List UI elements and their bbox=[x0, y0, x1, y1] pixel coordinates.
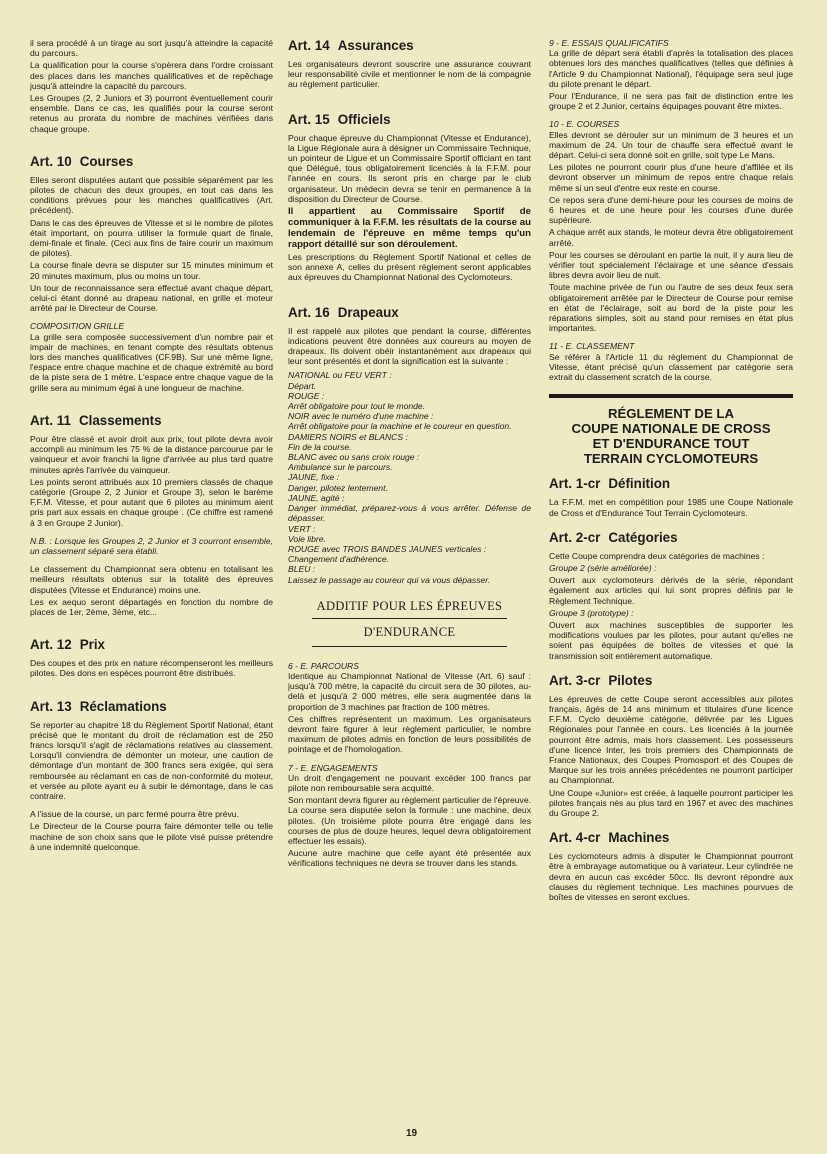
flag-item: Danger, pilotez lentement. bbox=[288, 482, 388, 493]
article-number: Art. 1-cr bbox=[549, 476, 601, 492]
paragraph: Des coupes et des prix en nature récompenseront les meilleurs pilotes. Des dons en espèces pourront être distribués. bbox=[30, 658, 273, 679]
article-title: Drapeaux bbox=[337, 304, 399, 320]
paragraph: Pour chaque épreuve du Championnat (Vitesse et Endurance), la Ligue Régionale aura à désigner un Commissaire Technique, un pointeur de Ligue et un Commissaire Sportif officiant en tant que Délégué, tous obligatoirement licenciés à la F.F.M. pour l'année en cours. Ils seront pris en charge par le club organisateur. Un médecin devra se tenir en permanence à la disposition du Directeur de Course. bbox=[288, 132, 531, 204]
flag-item: JAUNE, fixe : bbox=[288, 472, 340, 483]
paragraph: Les Groupes (2, 2 Juniors et 3) pourront éventuellement courir ensemble. Dans ce cas, les qualifiés pour la course seront retenus au prorata du nombre de machines vérifiées dans chaque groupe. bbox=[30, 93, 273, 134]
paragraph: Toute machine privée de l'un ou l'autre de ses deux feux sera obligatoirement arrêtée par le Directeur de Course pour remise en état de l'éclairage, soit au bord de la piste pour les réparations simples, soit au stand pour remises en état plus importantes. bbox=[549, 282, 793, 334]
regulation-title-line: TERRAIN CYCLOMOTEURS bbox=[583, 451, 759, 467]
paragraph: Les prescriptions du Règlement Sportif National et celles de son annexe A, celles du présent règlement seront applicables aux épreuves du Championnat National des Cyclomoteurs. bbox=[288, 252, 531, 283]
flag-item: BLANC avec ou sans croix rouge : bbox=[288, 452, 420, 463]
regulation-title-line: RÉGLEMENT DE LA bbox=[607, 406, 734, 422]
paragraph: Les pilotes ne pourront courir plus d'une heure d'affilée et ils devront observer un minimum de repos entre chaque relais même si un seul d'entre eux reste en course. bbox=[549, 162, 793, 193]
flag-item: Arrêt obligatoire pour la machine et le coureur en question. bbox=[288, 421, 512, 432]
article-number: Art. 11 bbox=[30, 412, 71, 428]
article-number: Art. 13 bbox=[30, 698, 72, 714]
article-number: Art. 4-cr bbox=[549, 830, 601, 846]
paragraph: Pour les courses se déroulant en partie la nuit, il y aura lieu de vérifier tout spécialement l'éclairage et une séance d'essais libres devra avoir lieu de nuit. bbox=[549, 249, 793, 281]
article-number: Art. 2-cr bbox=[549, 529, 601, 545]
paragraph: Cette Coupe comprendra deux catégories de machines : bbox=[549, 550, 765, 561]
article-title: Courses bbox=[79, 153, 134, 169]
paragraph: Elles devront se dérouler sur un minimum de 3 heures et un maximum de 24. Un tour de chauffe sera effectué avant le départ. Celui-ci sera donné soit en grille, soit type Le Mans. bbox=[549, 129, 793, 161]
paragraph: Ce repos sera d'une demi-heure pour les courses de moins de 6 heures et de une heure pour les courses d'une durée supérieure. bbox=[549, 194, 793, 226]
article-title: Machines bbox=[608, 830, 670, 846]
paragraph: La F.F.M. met en compétition pour 1985 une Coupe Nationale de Cross et d'Endurance Tout Terrain Cyclomoteurs. bbox=[549, 497, 793, 518]
article-title: Classements bbox=[78, 412, 162, 428]
flag-item: Départ. bbox=[288, 380, 317, 391]
column-1 bbox=[30, 38, 273, 854]
article-number: Art. 16 bbox=[288, 304, 330, 320]
article-2cr-heading bbox=[549, 530, 793, 545]
paragraph: Identique au Championnat National de Vitesse (Art. 6) sauf : jusqu'à 700 mètre, la capacité du circuit sera de 30 pilotes, au-delà et jusqu'à 2 000 mètres, elle sera augmentée dans la proportion de 3 machines par fraction de 100 mètres. bbox=[288, 670, 531, 712]
flag-item: VERT : bbox=[288, 523, 316, 534]
article-title: Assurances bbox=[337, 38, 414, 53]
paragraph: Se référer à l'Article 11 du règlement du Championnat de Vitesse, étant précisé qu'un classement par catégorie sera extrait du classement scratch de la course. bbox=[549, 351, 793, 383]
paragraph: Aucune autre machine que celle ayant été présentée aux vérifications techniques ne devra se trouver dans les stands. bbox=[288, 848, 531, 869]
article-13-heading bbox=[30, 699, 273, 714]
paragraph: La course finale devra se disputer sur 15 minutes minimum et 20 minutes maximum, plus ou moins un tour. bbox=[30, 260, 273, 281]
article-15-heading bbox=[288, 112, 531, 127]
paragraph: Les cyclomoteurs admis à disputer le Championnat pourront être à embrayage automatique ou à variateur. Leur cylindrée ne devra en aucun cas excéder 50cc. Ils devront répondre aux clauses du règlement technique. Les machines pourvues de boîtes de vitesses en seront exclues. bbox=[549, 851, 793, 902]
article-number: Art. 10 bbox=[30, 153, 72, 169]
paragraph: Les ex aequo seront départagés en fonction du nombre de places de 1er, 2ème, 3ème, etc... bbox=[30, 596, 273, 617]
divider bbox=[312, 646, 507, 647]
paragraph: La qualification pour la course s'opèrera dans l'ordre croissant des places dans les manches qualificatives et de repêchage jusqu'à atteindre la capacité du parcours. bbox=[30, 60, 273, 91]
flag-item: Fin de la course. bbox=[288, 441, 352, 452]
column-2 bbox=[288, 38, 531, 871]
flag-item: JAUNE, agité : bbox=[288, 492, 345, 503]
paragraph: Les organisateurs devront souscrire une assurance couvrant leur responsabilité civile et mentionner le nom de la compagnie au règlement particulier. bbox=[288, 59, 531, 90]
article-16-heading bbox=[288, 305, 531, 320]
paragraph: A l'issue de la course, un parc fermé pourra être prévu. bbox=[30, 809, 239, 820]
article-14-heading bbox=[288, 38, 531, 53]
regulation-title-line: ET D'ENDURANCE TOUT bbox=[592, 436, 750, 452]
regulation-title-line: COUPE NATIONALE DE CROSS bbox=[571, 421, 771, 437]
article-number: Art. 15 bbox=[288, 111, 330, 127]
paragraph: Le classement du Championnat sera obtenu en totalisant les meilleurs résultats obtenus sur la totalité des épreuves disputées (Vitesse et Endurance) moins une. bbox=[30, 564, 273, 595]
paragraph: Elles seront disputées autant que possible séparément par les pilotes de chacun des deux groupes, en tout cas dans les conditions prévues pour les manches qualificatives (Art. précédent). bbox=[30, 174, 273, 216]
paragraph: La grille de départ sera établi d'après la totalisation des places obtenues lors des manches qualificatives (telles que définies à l'Article 9 du Championnat National), l'équipage sera seul juge du pilote prenant le départ. bbox=[549, 48, 793, 89]
subsection-heading: 7 - E. ENGAGEMENTS bbox=[288, 762, 378, 773]
flag-item: Arrêt obligatoire pour tout le monde. bbox=[288, 401, 426, 412]
subsection-heading: 6 - E. PARCOURS bbox=[288, 660, 359, 671]
paragraph: Son montant devra figurer au règlement particulier de l'épreuve. La course sera disputée selon la formule : une machine, deux pilotes. (Un troisième pilote pourra être engagé dans les courses de plus de douze heures, lequel devra obligatoirement effectuer les essais). bbox=[288, 795, 531, 846]
flag-item: Laissez le passage au coureur qui va vous dépasser. bbox=[288, 574, 491, 585]
regulation-title bbox=[549, 406, 793, 466]
paragraph: Une Coupe «Junior» est créée, à laquelle pourront participer les pilotes français nés au plus tard en 1967 et avec des machines du Groupe 2. bbox=[549, 787, 793, 818]
article-title: Officiels bbox=[337, 111, 391, 127]
article-3cr-heading bbox=[549, 673, 793, 688]
paragraph: Il est rappelé aux pilotes que pendant la course, différentes indications peuvent être données aux coureurs au moyen de drapeaux. Ils doivent obéir instantanément aux drapeaux qui leur sont présentés et dont la signification est la suivante : bbox=[288, 325, 531, 367]
subsection-heading: 10 - E. COURSES bbox=[549, 119, 620, 130]
bold-paragraph: Il appartient au Commissaire Sportif de communiquer à la F.F.M. les résultats de la course au lendemain de l'épreuve en même temps qu'un rapport détaillé sur son déroulement. bbox=[288, 206, 531, 251]
divider bbox=[312, 618, 507, 619]
article-number: Art. 3-cr bbox=[549, 672, 601, 688]
article-title: Prix bbox=[79, 637, 105, 653]
paragraph: Se reporter au chapitre 18 du Règlement Sportif National, étant précisé que le montant du droit de réclamation est de 250 francs lorsqu'il s'agit de réclamations relatives au classement. Lorsqu'il conviendra de démonter un moteur, une caution de démontage d'un montant de 300 francs sera exigée, qui sera remboursée au réclamant en cas de non-conformité du moteur, et versée au pilote ayant eu à subir le démontage, dans le cas contraire. bbox=[30, 719, 273, 801]
article-number: Art. 14 bbox=[288, 38, 330, 53]
additif-heading: ADDITIF POUR LES ÉPREUVES bbox=[316, 598, 503, 613]
paragraph: Les points seront attribués aux 10 premiers classés de chaque catégorie (Groupe 2, 2 Junior et Groupe 3), selon le barème F.F.M. Vitesse, et pour autant que 6 pilotes au minimum aient pris part aux essais en chaque groupe . (Ce chiffre est ramené à 3 en Groupe 2 Junior). bbox=[30, 476, 273, 528]
article-title: Définition bbox=[608, 476, 671, 492]
article-title: Catégories bbox=[608, 529, 678, 545]
paragraph: Ouvert aux machines susceptibles de supporter les modifications voulues par les pilotes, pour autant qu'elles ne soient pas équipées de boîtes de vitesses et que la transmission soit entièrement automatique. bbox=[549, 619, 793, 661]
subsection-heading: 11 - E. CLASSEMENT bbox=[549, 341, 635, 352]
flag-item: Voie libre. bbox=[288, 533, 326, 544]
article-11-heading bbox=[30, 413, 273, 428]
paragraph: Pour être classé et avoir droit aux prix, tout pilote devra avoir accompli au minimum les 75 % de la distance parcourue par le vainqueur et avoir franchi la ligne d'arrivée au plus tard quatre minutes après l'arrivée du vainqueur. bbox=[30, 433, 273, 475]
flag-item: Changement d'adhérence. bbox=[288, 554, 390, 565]
paragraph: La grille sera composée successivement d'un nombre pair et impair de machines, en tenant compte des résultats obtenus lors des manches qualificatives (CF.9B). Sur une même ligne, l'espace entre chaque machine et de chaque extrémité au bord de la piste sera de 1 mètre. L'espace entre chaque vague de la grille sera au minimum égal à une longueur de machine. bbox=[30, 331, 273, 393]
article-10-heading bbox=[30, 154, 273, 169]
subsection-heading: 9 - E. ESSAIS QUALIFICATIFS bbox=[549, 38, 669, 48]
paragraph: il sera procédé à un tirage au sort jusqu'à atteindre la capacité du parcours. bbox=[30, 38, 273, 59]
flag-item: Danger immédiat, préparez-vous à vous arrêter. Défense de dépasser. bbox=[288, 503, 531, 524]
article-title: Réclamations bbox=[79, 698, 167, 714]
article-4cr-heading bbox=[549, 830, 793, 845]
column-3 bbox=[549, 38, 793, 904]
flag-item: NATIONAL ou FEU VERT : bbox=[288, 370, 392, 381]
paragraph: A chaque arrêt aux stands, le moteur devra être obligatoirement arrêté. bbox=[549, 227, 793, 248]
paragraph: Ces chiffres représentent un maximum. Les organisateurs devront faire figurer à leur règlement particulier, le nombre maximum de pilotes admis en fonction de leurs possibilités de pointage et de l'homologation. bbox=[288, 713, 531, 755]
flag-item: Ambulance sur le parcours. bbox=[288, 462, 393, 473]
flag-item: DAMIERS NOIRS et BLANCS : bbox=[288, 431, 408, 442]
article-1cr-heading bbox=[549, 476, 793, 491]
paragraph: Un tour de reconnaissance sera effectué avant chaque départ, celui-ci étant donné au drapeau national, en grille et moteur arrêté par le Directeur de Course. bbox=[30, 282, 273, 314]
additif-subheading: D'ENDURANCE bbox=[363, 624, 456, 639]
article-12-heading bbox=[30, 637, 273, 652]
group-label: Groupe 3 (prototype) : bbox=[549, 607, 634, 618]
flag-item: NOIR avec le numéro d'une machine : bbox=[288, 411, 434, 422]
paragraph: Les épreuves de cette Coupe seront accessibles aux pilotes français, âgés de 14 ans minimum et titulaires d'une licence F.F.M. Cyclo deuxième catégorie, délivrée par les Ligues Régionales pour l'année en cours. Les licenciés à la journée pourront être admis, mais hors classement. Les possesseurs d'une licence Inter, les trois premiers des Championnats de France Nationaux, des Coupes Promosport et des Coupes de Marque sur les trois années précédentes ne pourront participer au Championnat. bbox=[549, 693, 793, 786]
flag-item: BLEU : bbox=[288, 564, 316, 575]
article-title: Pilotes bbox=[608, 672, 653, 688]
paragraph: Le Directeur de la Course pourra faire démonter telle ou telle machine de son choix sans que le pilote visé puisse prétendre à une indemnité quelconque. bbox=[30, 821, 273, 852]
flag-item: ROUGE avec TROIS BANDES JAUNES verticales : bbox=[288, 543, 487, 554]
flag-list bbox=[288, 370, 531, 584]
paragraph: Un droit d'engagement ne pouvant excéder 100 francs par pilote non remboursable sera acquitté. bbox=[288, 772, 531, 793]
section-divider bbox=[549, 394, 793, 398]
paragraph: Dans le cas des épreuves de Vitesse et si le nombre de pilotes était important, on pourra utiliser la formule quart de finale, demi-finale et finale. (Ceci aux fins de faire courir un maximum de pilotes). bbox=[30, 217, 273, 259]
group-label: Groupe 2 (série améliorée) : bbox=[549, 562, 657, 573]
subsection-heading: COMPOSITION GRILLE bbox=[30, 321, 125, 332]
page-number: 19 bbox=[406, 1128, 418, 1139]
flag-item: ROUGE : bbox=[288, 390, 325, 401]
article-number: Art. 12 bbox=[30, 637, 72, 653]
paragraph: Ouvert aux cyclomoteurs dérivés de la série, répondant également aux articles qui lui sont propres définis par le Règlement Technique. bbox=[549, 575, 793, 606]
paragraph: Pour l'Endurance, il ne sera pas fait de distinction entre les groupe 2 et 2 Junior, certains équipages pouvant être mixtes. bbox=[549, 91, 793, 112]
nota-bene: N.B. : Lorsque les Groupes 2, 2 Junior et 3 courront ensemble, un classement séparé sera établi. bbox=[30, 535, 273, 556]
